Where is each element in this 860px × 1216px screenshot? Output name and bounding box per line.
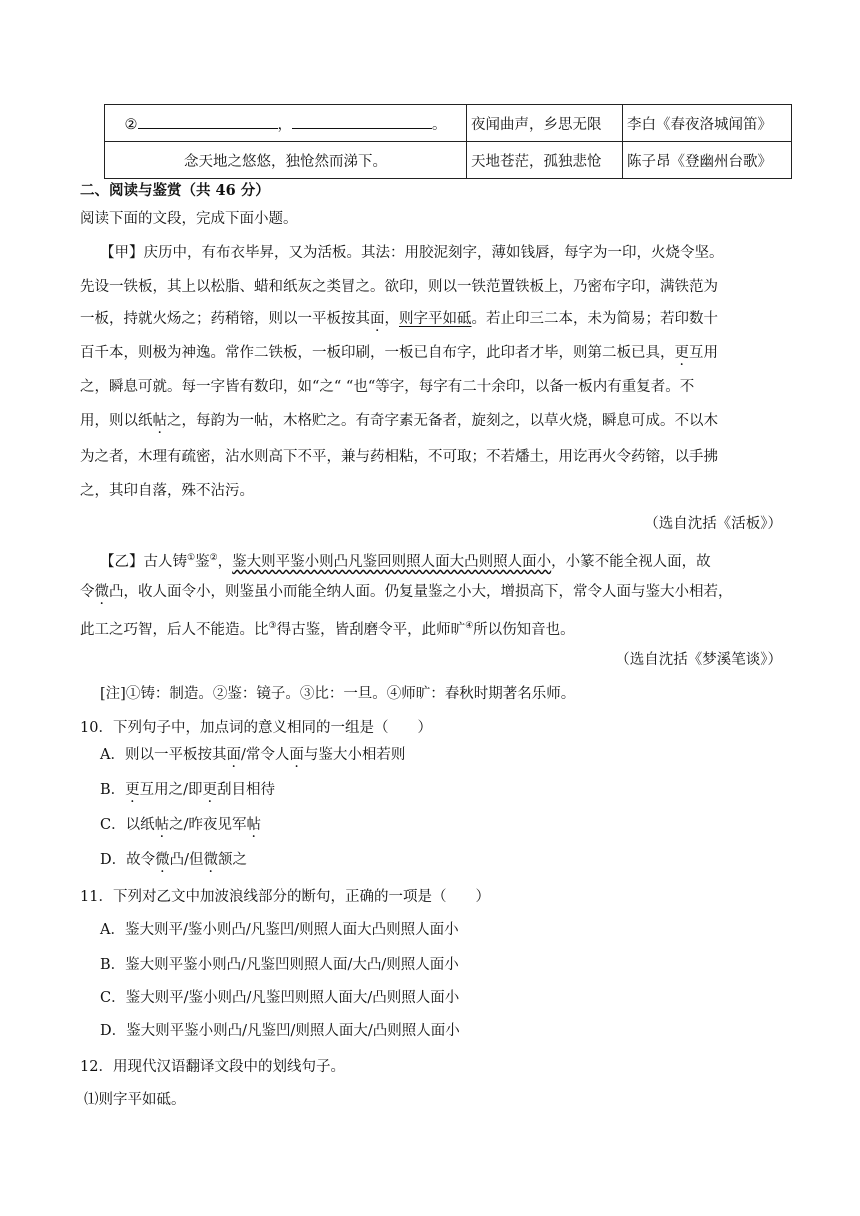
question-12-stem: 12．用现代汉语翻译文段中的划线句子。	[80, 1059, 345, 1075]
q10-option-a[interactable]	[100, 745, 802, 765]
text-span: 凸，收人面令小，则鉴虽小而能全纳人面。仍复量鉴之小大，增损高下，常令人面与鉴大小相若，	[109, 584, 733, 600]
text-span: 。若止印三二本，未为简易；若印数十	[471, 311, 718, 327]
text-span: 颔之	[218, 852, 248, 868]
dotted-word: 帖	[152, 413, 167, 429]
text-span: 刮目相待	[217, 782, 276, 798]
comma: ，	[277, 116, 292, 133]
text-span: /常令人	[240, 747, 290, 763]
dotted-word: 更	[202, 782, 218, 798]
text-span: 此工之巧智，后人不能造。比	[80, 621, 269, 638]
wavy-underlined-text: 鉴大则平鉴小则凸凡鉴回则照人面大凸则照人面小	[232, 553, 552, 570]
table-row	[105, 105, 792, 142]
dotted-word: 更	[674, 345, 689, 361]
dotted-word: 微	[203, 852, 219, 868]
passage-yi-line	[80, 616, 782, 640]
passage-yi-line	[100, 548, 802, 572]
passage-jia-line	[80, 343, 782, 363]
dotted-word: 微	[155, 852, 170, 868]
text-span: ，	[384, 311, 399, 327]
section-instruction: 阅读下面的文段，完成下面小题。	[80, 211, 298, 227]
text-span: 【乙】古人铸	[100, 553, 187, 570]
q11-option-d[interactable]: D．鉴大则平鉴小则凸/凡鉴凹/则照人面大/凸则照人面小	[100, 1023, 460, 1039]
dotted-word: 面	[289, 747, 304, 763]
theme-cell: 天地苍茫，孤独悲怆	[467, 142, 623, 179]
q10-option-d[interactable]	[100, 850, 802, 870]
passage-jia-line: 之，瞬息可就。每一字皆有数印，如“之“ “也“等字，每字有二十余印，以备一板内有重复者。不	[80, 379, 695, 395]
dotted-word: 帖	[154, 817, 170, 833]
source-cell: 李白《春夜洛城闻笛》	[623, 105, 792, 142]
text-span: C．以纸	[100, 817, 155, 833]
underlined-sentence: 则字平如砥	[399, 311, 472, 327]
footnote-marker: ①	[187, 553, 196, 563]
text-span: 鉴	[195, 553, 210, 570]
text-span: 用，则以纸	[80, 413, 153, 429]
question-10-stem: 10．下列句子中，加点词的意义相同的一组是（ ）	[80, 720, 432, 736]
period: 。	[432, 116, 447, 133]
dotted-word: 帖	[246, 817, 261, 833]
q12-item-1: ⑴则字平如砥。	[84, 1092, 186, 1108]
text-span: 与鉴大小相若则	[303, 747, 406, 763]
text-span: 凸/但	[169, 852, 204, 868]
text-span: B．	[100, 782, 126, 798]
dotted-word: 面	[226, 747, 241, 763]
passage-jia-line: 先设一铁板，其上以松脂、蜡和纸灰之类冒之。欲印，则以一铁范置铁板上，乃密布字印，满铁范为	[80, 279, 718, 295]
table-row	[105, 142, 792, 179]
passage-jia-line: 【甲】庆历中，有布衣毕昇，又为活板。其法：用胶泥刻字，薄如钱唇，每字为一印，火烧令坚。	[100, 245, 724, 261]
theme-cell: 夜闻曲声，乡思无限	[467, 105, 623, 142]
text-span: 得古鉴，皆刮磨令平，此师旷	[276, 621, 466, 638]
q11-option-c[interactable]: C．鉴大则平/鉴小则凸/凡鉴凹则照人面大/凸则照人面小	[100, 990, 460, 1006]
poem-line-cell: 念天地之悠悠，独怆然而涕下。	[105, 142, 467, 179]
footnote-marker: ④	[465, 621, 474, 631]
annotation-note: [注]①铸：制造。②鉴：镜子。③比：一旦。④师旷：春秋时期著名乐师。	[100, 686, 576, 702]
passage-jia-line	[80, 309, 782, 329]
dotted-word: 面	[370, 311, 385, 327]
text-span: 之，每韵为一帖，木格贮之。有奇字素无备者，旋刻之，以草火烧，瞬息可成。不以木	[167, 413, 718, 429]
text-span: A．则以一平板按其	[100, 747, 227, 763]
footnote-marker: ③	[268, 621, 277, 631]
passage-jia-line	[80, 411, 782, 431]
passage-jia-source: （选自沈括《活板》）	[644, 516, 782, 532]
poetry-fill-table	[104, 104, 792, 179]
text-span: 令	[80, 584, 95, 600]
q10-option-b[interactable]	[100, 780, 802, 800]
q10-option-c[interactable]	[100, 815, 802, 835]
passage-jia-line: 为之者，木理有疏密，沾水则高下不平，兼与药相粘，不可取；不若燔土，用讫再火令药镕，以手拂	[80, 449, 718, 465]
q11-option-b[interactable]: B．鉴大则平鉴小则凸/凡鉴凹则照人面/大凸/则照人面小	[100, 957, 459, 973]
item-number: ②	[124, 116, 138, 133]
text-span: 之/昨夜见军	[169, 817, 247, 833]
answer-blank[interactable]	[138, 116, 278, 129]
text-span: ，小篆不能全视人面，故	[551, 553, 711, 570]
passage-yi-source: （选自沈括《梦溪笔谈》）	[615, 652, 782, 668]
source-cell: 陈子昂《登幽州台歌》	[623, 142, 792, 179]
text-span: 一板，持就火炀之；药稍镕，则以一平板按其	[80, 311, 370, 327]
passage-jia-line: 之，其印自落，殊不沾污。	[80, 483, 254, 499]
text-span: ，	[217, 553, 233, 570]
dotted-word: 微	[94, 584, 109, 600]
section-title: 二、阅读与鉴赏（共 46 分）	[80, 182, 270, 199]
text-span: 所以伤知音也。	[473, 621, 575, 638]
passage-yi-line	[80, 582, 782, 602]
footnote-marker: ②	[209, 553, 218, 563]
text-span: 百千本，则极为神逸。常作二铁板，一板印刷，一板已自布字，此印者才毕，则第二板已具，	[80, 345, 675, 361]
text-span: 互用	[689, 345, 718, 361]
answer-cell	[105, 105, 467, 142]
text-span: 互用之/即	[139, 782, 203, 798]
question-11-stem: 11．下列对乙文中加波浪线部分的断句，正确的一项是（ ）	[80, 889, 490, 905]
dotted-word: 更	[125, 782, 140, 798]
text-span: D．故令	[100, 852, 156, 868]
answer-blank[interactable]	[292, 116, 432, 129]
q11-option-a[interactable]: A．鉴大则平/鉴小则凸/凡鉴凹/则照人面大凸则照人面小	[100, 922, 459, 938]
